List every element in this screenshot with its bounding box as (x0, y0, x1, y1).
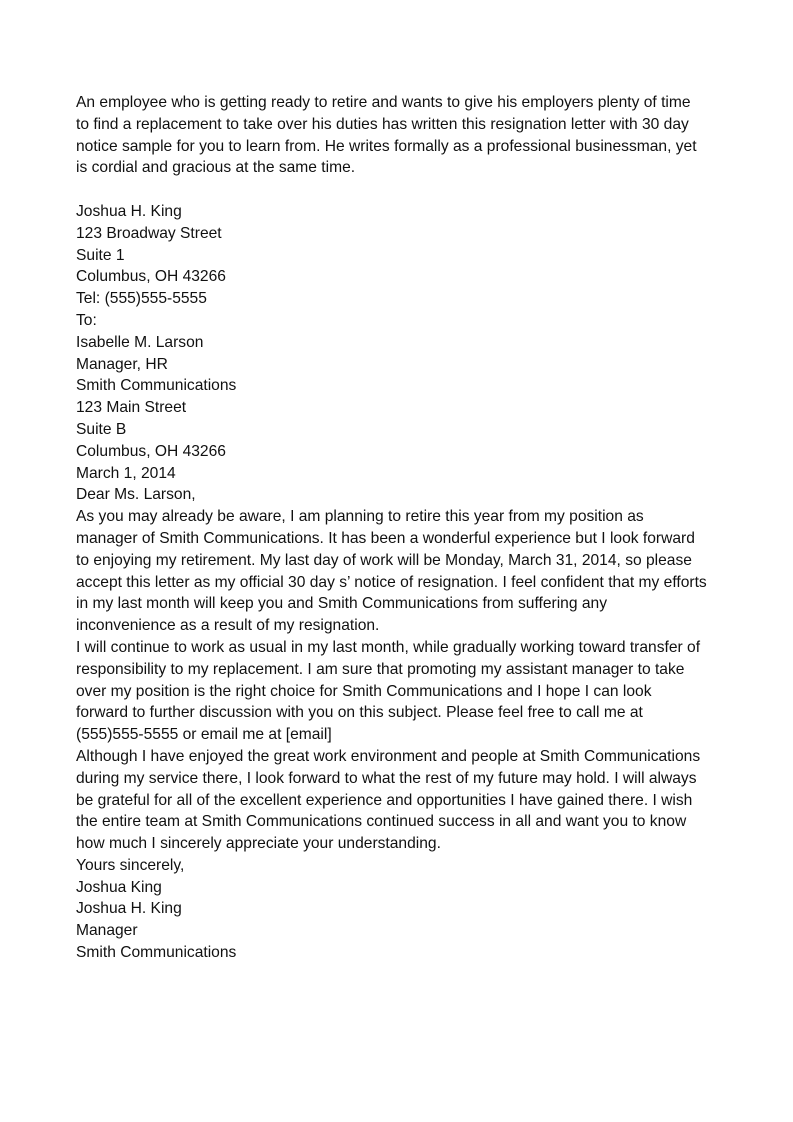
signer-name: Joshua H. King (76, 900, 182, 918)
recipient-suite: Suite B (76, 420, 127, 438)
paragraph-line: to enjoying my retirement. My last day of work will be Monday, March 31, 2014, so please (76, 551, 692, 569)
paragraph-line: manager of Smith Communications. It has been a wonderful experience but I look forward (76, 529, 695, 547)
intro-line: to find a replacement to take over his duties has written this resignation letter with 30 day (76, 115, 689, 133)
blank-line (76, 179, 726, 201)
intro-line: notice sample for you to learn from. He writes formally as a professional businessman, yet (76, 137, 697, 155)
paragraph-line: the entire team at Smith Communications continued success in all and want you to know (76, 813, 687, 831)
body-paragraph-3 (76, 746, 726, 855)
salutation: Dear Ms. Larson, (76, 486, 196, 504)
recipient-title: Manager, HR (76, 355, 168, 373)
paragraph-line: how much I sincerely appreciate your understanding. (76, 835, 441, 853)
paragraph-line: over my position is the right choice for Smith Communications and I hope I can look (76, 682, 652, 700)
to-label: To: (76, 311, 97, 329)
letter-body (76, 92, 726, 964)
paragraph-line: forward to further discussion with you on this subject. Please feel free to call me at (76, 704, 643, 722)
paragraph-line: As you may already be aware, I am planning to retire this year from my position as (76, 508, 644, 526)
signature: Joshua King (76, 878, 162, 896)
paragraph-line: Although I have enjoyed the great work environment and people at Smith Communications (76, 747, 701, 765)
intro-line: An employee who is getting ready to retire and wants to give his employers plenty of time (76, 94, 691, 111)
recipient-city: Columbus, OH 43266 (76, 442, 226, 460)
sender-street: 123 Broadway Street (76, 224, 222, 242)
intro-paragraph (76, 92, 726, 179)
closing-block (76, 855, 726, 964)
body-paragraph-2 (76, 637, 726, 746)
paragraph-line: be grateful for all of the excellent experience and opportunities I have gained there. I wish (76, 791, 693, 809)
paragraph-line: accept this letter as my official 30 day s’ notice of resignation. I feel confident that my efforts (76, 573, 707, 591)
signer-company: Smith Communications (76, 944, 237, 962)
paragraph-line: I will continue to work as usual in my last month, while gradually working toward transfer of (76, 638, 701, 656)
paragraph-line: responsibility to my replacement. I am sure that promoting my assistant manager to take (76, 660, 685, 678)
sender-name: Joshua H. King (76, 202, 182, 220)
recipient-street: 123 Main Street (76, 399, 187, 417)
paragraph-line: in my last month will keep you and Smith Communications from suffering any (76, 595, 607, 613)
recipient-name: Isabelle M. Larson (76, 333, 204, 351)
recipient-company: Smith Communications (76, 377, 237, 395)
paragraph-line: inconvenience as a result of my resignation. (76, 617, 380, 635)
sender-address (76, 201, 726, 310)
letter-date: March 1, 2014 (76, 464, 176, 482)
sender-city: Columbus, OH 43266 (76, 268, 226, 286)
sender-suite: Suite 1 (76, 246, 125, 264)
closing: Yours sincerely, (76, 856, 185, 874)
intro-line: is cordial and gracious at the same time. (76, 159, 356, 177)
signer-title: Manager (76, 922, 138, 940)
paragraph-line: during my service there, I look forward to what the rest of my future may hold. I will always (76, 769, 697, 787)
sender-phone: Tel: (555)555-5555 (76, 290, 207, 308)
paragraph-line: (555)555-5555 or email me at [email] (76, 726, 332, 744)
recipient-address (76, 332, 726, 463)
body-paragraph-1 (76, 506, 726, 637)
